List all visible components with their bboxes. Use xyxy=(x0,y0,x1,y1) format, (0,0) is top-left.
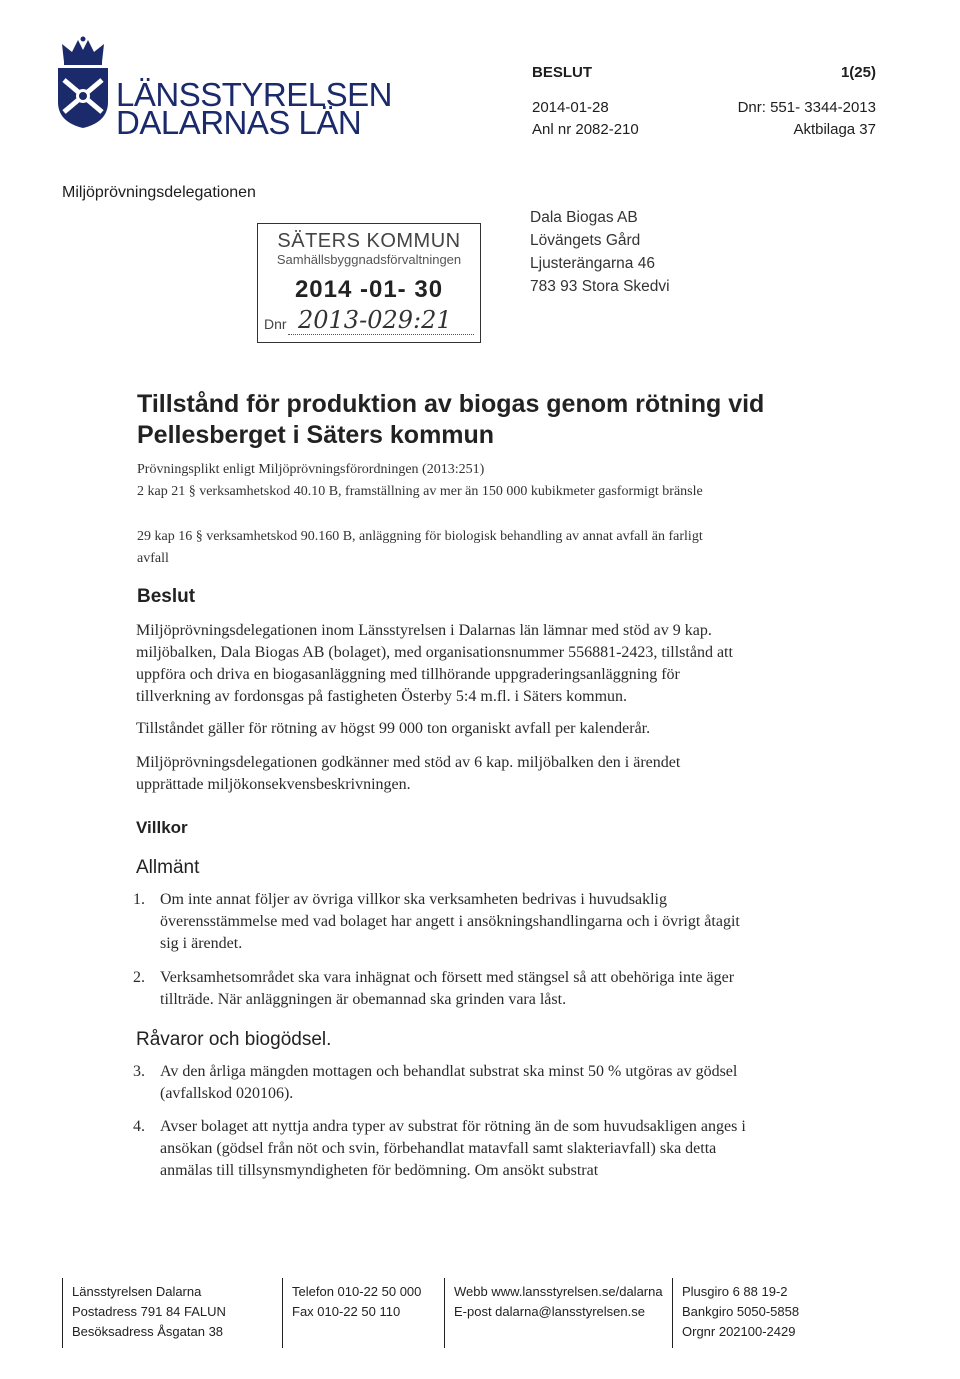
coat-of-arms-icon xyxy=(56,66,110,130)
condition-item xyxy=(133,1061,753,1105)
condition-number: 1. xyxy=(133,891,145,908)
condition-item xyxy=(133,889,753,955)
subheading-allmant: Allmänt xyxy=(136,857,200,878)
condition-item xyxy=(133,967,753,1011)
sender-department: Miljöprövningsdelegationen xyxy=(62,184,256,201)
logo-line-2: DALARNAS LÄN xyxy=(116,104,362,141)
stamp-dnr-label: Dnr xyxy=(264,316,287,332)
document-date: 2014-01-28 xyxy=(532,99,609,116)
footer-agency-name: Länsstyrelsen Dalarna xyxy=(72,1284,202,1299)
footer-postal-address: Postadress 791 84 FALUN xyxy=(72,1304,226,1319)
stamp-date: 2014 -01- 30 xyxy=(294,276,444,303)
subheading-ravaror: Råvaror och biogödsel. xyxy=(136,1029,332,1050)
agency-logo xyxy=(52,36,392,141)
eia-approval-paragraph: Miljöprövningsdelegationen godkänner med stöd av 6 kap. miljöbalken den i ärendet upprättade miljökonsekvensbeskrivningen. xyxy=(136,754,681,793)
logo-line-1: LÄNSSTYRELSEN xyxy=(116,76,392,113)
file-attachment: Aktbilaga 37 xyxy=(793,121,876,138)
section-heading-villkor: Villkor xyxy=(136,818,188,837)
condition-text: Av den årliga mängden mottagen och behandlat substrat ska minst 50 % utgöras av gödsel (avfallskod 020106). xyxy=(160,1063,738,1102)
footer-bank-details xyxy=(682,1282,799,1342)
decision-paragraph: Miljöprövningsdelegationen inom Länsstyrelsen i Dalarnas län lämnar med stöd av 9 kap. miljöbalken, Dala Biogas AB (bolaget), med organisationsnummer 556881-2423, tillstånd att uppföra och driva en biogasanläggning med tillhörande uppgraderingsanläggning för tillverkning av fordonsgas på fastigheten Österby 5:4 m.fl. i Säters kommun. xyxy=(136,622,733,705)
footer-email: E-post dalarna@lansstyrelsen.se xyxy=(454,1304,645,1319)
legal-code-1: 2 kap 21 § verksamhetskod 40.10 B, framställning av mer än 150 000 kubikmeter gasformigt bränsle xyxy=(137,484,703,499)
footer-website: Webb www.lansstyrelsen.se/dalarna xyxy=(454,1284,663,1299)
condition-number: 4. xyxy=(133,1118,145,1135)
condition-number: 3. xyxy=(133,1063,145,1080)
document-type: BESLUT xyxy=(532,64,592,81)
footer-visiting-address: Besöksadress Åsgatan 38 xyxy=(72,1324,224,1339)
condition-text: Avser bolaget att nyttja andra typer av substrat för rötning än de som huvudsakligen anges i ansökan (gödsel från nöt och svin, förbehandlat matavfall samt slakteriavfall) ska detta anmälas till tillsynsmyndigheten för bedömning. Om ansökt substrat xyxy=(160,1118,746,1179)
legal-basis: Prövningsplikt enligt Miljöprövningsförordningen (2013:251) xyxy=(137,462,485,477)
recipient-address-2: Ljusterängarna 46 xyxy=(530,255,655,272)
footer-divider xyxy=(444,1278,445,1348)
footer-phone: Telefon 010-22 50 000 xyxy=(292,1284,422,1299)
recipient-address-1: Lövängets Gård xyxy=(530,232,641,249)
footer-web-email xyxy=(454,1282,663,1322)
crown-icon xyxy=(60,36,106,66)
stamp-department: Samhällsbyggnadsförvaltningen xyxy=(276,252,462,267)
footer-orgnr: Orgnr 202100-2429 xyxy=(682,1324,796,1339)
footer-divider xyxy=(282,1278,283,1348)
footer-plusgiro: Plusgiro 6 88 19-2 xyxy=(682,1284,788,1299)
footer-phone-fax xyxy=(292,1282,421,1322)
permit-scope-paragraph: Tillståndet gäller för rötning av högst 99 000 ton organiskt avfall per kalenderår. xyxy=(136,720,651,737)
stamp-municipality: SÄTERS KOMMUN xyxy=(277,230,461,252)
diary-number: Dnr: 551- 3344-2013 xyxy=(737,99,876,116)
stamp-dotted-line xyxy=(288,334,474,335)
received-stamp xyxy=(257,223,481,343)
recipient-postal: 783 93 Stora Skedvi xyxy=(530,278,670,295)
page-number: 1(25) xyxy=(840,64,876,81)
footer-bankgiro: Bankgiro 5050-5858 xyxy=(682,1304,800,1319)
footer-divider xyxy=(62,1278,63,1348)
document-title: Tillstånd för produktion av biogas genom rötning vid Pellesberget i Säters kommun xyxy=(137,390,765,449)
footer-agency-address xyxy=(72,1282,226,1342)
recipient-name: Dala Biogas AB xyxy=(530,209,638,226)
legal-code-2: 29 kap 16 § verksamhetskod 90.160 B, anläggning för biologisk behandling av annat avfall än farligt avfall xyxy=(137,529,703,566)
condition-number: 2. xyxy=(133,969,145,986)
section-heading-beslut: Beslut xyxy=(137,586,196,607)
condition-text: Om inte annat följer av övriga villkor ska verksamheten bedrivas i huvudsaklig överensstämmelse med vad bolaget har angett i ansökningshandlingarna och i övrigt åtagit sig i ärendet. xyxy=(160,891,740,952)
footer-divider xyxy=(672,1278,673,1348)
stamp-dnr-value: 2013-029:21 xyxy=(298,306,452,334)
attachment-number: Anl nr 2082-210 xyxy=(532,121,639,138)
condition-text: Verksamhetsområdet ska vara inhägnat och försett med stängsel så att obehöriga inte äger tillträde. När anläggningen är obemannad ska grinden vara låst. xyxy=(160,969,735,1008)
condition-item xyxy=(133,1116,753,1182)
footer-fax: Fax 010-22 50 110 xyxy=(292,1304,401,1319)
